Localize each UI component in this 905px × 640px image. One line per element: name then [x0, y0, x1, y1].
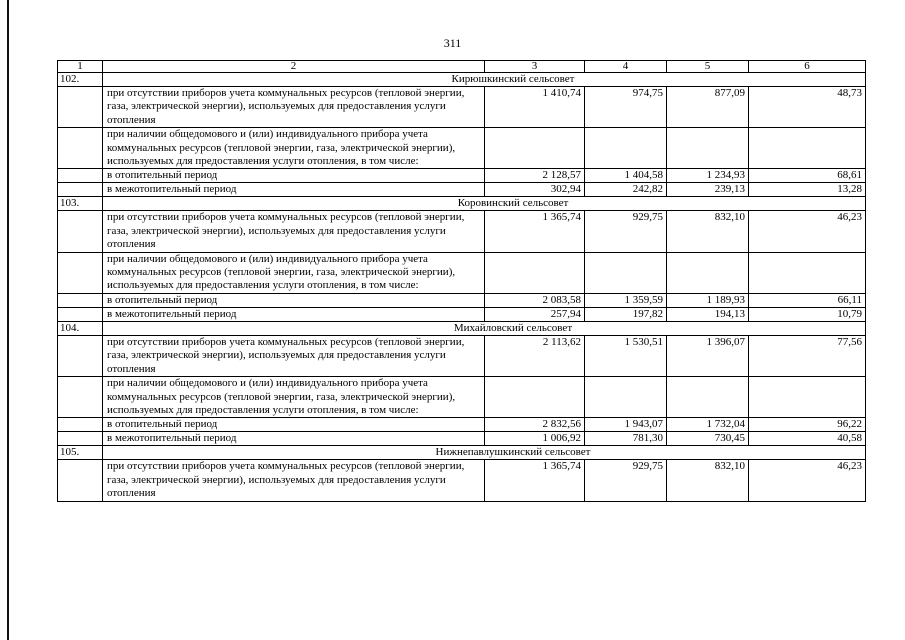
- value-cell-c5: [667, 128, 749, 169]
- value-cell-c6: [749, 128, 866, 169]
- header-cell: 5: [667, 61, 749, 73]
- row-number-blank: [58, 418, 103, 432]
- value-cell-c5: 877,09: [667, 87, 749, 128]
- value-cell-c4: 1 404,58: [585, 169, 667, 183]
- settlement-header-row: [58, 321, 866, 335]
- value-cell-c4: [585, 377, 667, 418]
- value-cell-c3: [485, 252, 585, 293]
- value-cell-c3: 2 832,56: [485, 418, 585, 432]
- row-number-blank: [58, 211, 103, 252]
- value-cell-c5: 1 234,93: [667, 169, 749, 183]
- value-cell-c4: 242,82: [585, 183, 667, 197]
- row-description: при отсутствии приборов учета коммунальных ресурсов (тепловой энергии, газа, электрической энергии), используемых для предоставления услуги отопления: [103, 335, 485, 376]
- value-cell-c6: 46,23: [749, 211, 866, 252]
- value-cell-c3: [485, 128, 585, 169]
- row-number-blank: [58, 293, 103, 307]
- value-cell-c4: 1 359,59: [585, 293, 667, 307]
- row-number: 104.: [58, 321, 103, 335]
- value-cell-c4: 781,30: [585, 432, 667, 446]
- row-number-blank: [58, 87, 103, 128]
- row-number-blank: [58, 183, 103, 197]
- value-cell-c5: 1 732,04: [667, 418, 749, 432]
- row-description: в межотопительный период: [103, 432, 485, 446]
- table-row: [58, 87, 866, 128]
- table-row: [58, 293, 866, 307]
- row-number: 105.: [58, 446, 103, 460]
- row-number-blank: [58, 169, 103, 183]
- settlement-name: Кирюшкинский сельсовет: [103, 73, 866, 87]
- header-row: [58, 61, 866, 73]
- table-row: [58, 252, 866, 293]
- value-cell-c6: 96,22: [749, 418, 866, 432]
- value-cell-c3: 1 006,92: [485, 432, 585, 446]
- value-cell-c3: 2 083,58: [485, 293, 585, 307]
- value-cell-c5: [667, 252, 749, 293]
- row-number-blank: [58, 460, 103, 501]
- value-cell-c3: 1 365,74: [485, 460, 585, 501]
- value-cell-c4: [585, 128, 667, 169]
- row-number-blank: [58, 377, 103, 418]
- row-description: при отсутствии приборов учета коммунальных ресурсов (тепловой энергии, газа, электрической энергии), используемых для предоставления услуги отопления: [103, 460, 485, 501]
- row-description: в межотопительный период: [103, 183, 485, 197]
- settlement-name: Нижнепавлушкинский сельсовет: [103, 446, 866, 460]
- page-edge-line: [7, 0, 9, 640]
- settlement-name: Михайловский сельсовет: [103, 321, 866, 335]
- value-cell-c4: [585, 252, 667, 293]
- value-cell-c6: 10,79: [749, 307, 866, 321]
- settlement-header-row: [58, 446, 866, 460]
- table-row: [58, 432, 866, 446]
- value-cell-c6: [749, 252, 866, 293]
- row-description: при наличии общедомового и (или) индивидуального прибора учета коммунальных ресурсов (тепловой энергии, газа, электрической энергии), используемых для предоставления услуги отопления, в том числе:: [103, 128, 485, 169]
- table-row: [58, 169, 866, 183]
- table-row: [58, 183, 866, 197]
- value-cell-c4: 197,82: [585, 307, 667, 321]
- value-cell-c6: 48,73: [749, 87, 866, 128]
- table-row: [58, 307, 866, 321]
- header-cell: 4: [585, 61, 667, 73]
- tariff-table: [57, 60, 866, 502]
- row-number: 103.: [58, 197, 103, 211]
- table-row: [58, 377, 866, 418]
- value-cell-c6: 40,58: [749, 432, 866, 446]
- settlement-name: Коровинский сельсовет: [103, 197, 866, 211]
- table-row: [58, 128, 866, 169]
- row-number-blank: [58, 432, 103, 446]
- row-description: при отсутствии приборов учета коммунальных ресурсов (тепловой энергии, газа, электрической энергии), используемых для предоставления услуги отопления: [103, 87, 485, 128]
- value-cell-c5: 730,45: [667, 432, 749, 446]
- value-cell-c5: [667, 377, 749, 418]
- header-cell: 3: [485, 61, 585, 73]
- value-cell-c5: 832,10: [667, 211, 749, 252]
- row-number-blank: [58, 128, 103, 169]
- value-cell-c6: 46,23: [749, 460, 866, 501]
- value-cell-c5: 239,13: [667, 183, 749, 197]
- page-number: 311: [443, 36, 462, 50]
- header-cell: 1: [58, 61, 103, 73]
- value-cell-c3: 302,94: [485, 183, 585, 197]
- value-cell-c3: 2 128,57: [485, 169, 585, 183]
- value-cell-c3: 257,94: [485, 307, 585, 321]
- value-cell-c6: 13,28: [749, 183, 866, 197]
- value-cell-c4: 974,75: [585, 87, 667, 128]
- settlement-header-row: [58, 197, 866, 211]
- row-number-blank: [58, 307, 103, 321]
- row-description: в отопительный период: [103, 293, 485, 307]
- value-cell-c4: 929,75: [585, 460, 667, 501]
- row-description: при наличии общедомового и (или) индивидуального прибора учета коммунальных ресурсов (тепловой энергии, газа, электрической энергии), используемых для предоставления услуги отопления, в том числе:: [103, 252, 485, 293]
- settlement-header-row: [58, 73, 866, 87]
- value-cell-c4: 1 530,51: [585, 335, 667, 376]
- value-cell-c5: 832,10: [667, 460, 749, 501]
- row-number: 102.: [58, 73, 103, 87]
- value-cell-c5: 1 396,07: [667, 335, 749, 376]
- header-cell: 6: [749, 61, 866, 73]
- value-cell-c3: 1 410,74: [485, 87, 585, 128]
- row-description: при наличии общедомового и (или) индивидуального прибора учета коммунальных ресурсов (тепловой энергии, газа, электрической энергии), используемых для предоставления услуги отопления, в том числе:: [103, 377, 485, 418]
- value-cell-c3: 2 113,62: [485, 335, 585, 376]
- table-row: [58, 335, 866, 376]
- value-cell-c4: 929,75: [585, 211, 667, 252]
- row-description: в отопительный период: [103, 169, 485, 183]
- value-cell-c4: 1 943,07: [585, 418, 667, 432]
- value-cell-c3: 1 365,74: [485, 211, 585, 252]
- row-number-blank: [58, 335, 103, 376]
- row-number-blank: [58, 252, 103, 293]
- table-row: [58, 211, 866, 252]
- value-cell-c6: [749, 377, 866, 418]
- value-cell-c6: 68,61: [749, 169, 866, 183]
- table-row: [58, 460, 866, 501]
- table-row: [58, 418, 866, 432]
- value-cell-c5: 1 189,93: [667, 293, 749, 307]
- value-cell-c6: 77,56: [749, 335, 866, 376]
- value-cell-c6: 66,11: [749, 293, 866, 307]
- row-description: в межотопительный период: [103, 307, 485, 321]
- header-cell: 2: [103, 61, 485, 73]
- value-cell-c3: [485, 377, 585, 418]
- row-description: в отопительный период: [103, 418, 485, 432]
- value-cell-c5: 194,13: [667, 307, 749, 321]
- row-description: при отсутствии приборов учета коммунальных ресурсов (тепловой энергии, газа, электрической энергии), используемых для предоставления услуги отопления: [103, 211, 485, 252]
